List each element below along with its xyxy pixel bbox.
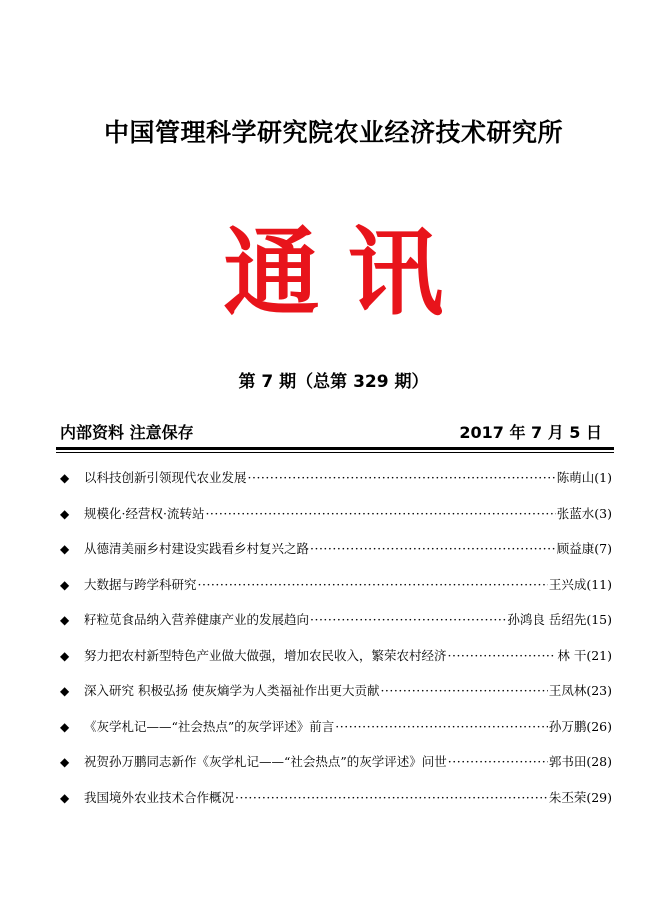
publication-date: 2017 年 7 月 5 日 [459, 423, 602, 442]
toc-author: 朱丕荣 [548, 789, 587, 805]
toc-author: 王兴成 [548, 576, 587, 592]
toc-author: 郭书田 [548, 754, 587, 769]
diamond-bullet-icon: ◆ [60, 719, 70, 734]
toc-page-number: (3) [594, 505, 612, 521]
dot-leader [448, 647, 557, 665]
toc-title: 大数据与跨学科研究 [84, 576, 197, 592]
toc-page-number: (26) [586, 718, 612, 734]
toc-title: 以科技创新引领现代农业发展 [84, 470, 247, 485]
issue-number: 第 7 期（总第 329 期） [238, 372, 429, 392]
toc-author: 王凤林 [548, 683, 587, 698]
toc-item[interactable] [60, 540, 612, 576]
dot-leader [198, 576, 548, 594]
toc-author: 林 干 [557, 647, 587, 663]
toc-item[interactable] [60, 505, 612, 541]
dot-leader [235, 789, 548, 807]
classification-label: 内部资料 注意保存 [60, 423, 194, 442]
diamond-bullet-icon: ◆ [60, 542, 70, 556]
dot-leader [448, 753, 548, 771]
toc-title: 从德清美丽乡村建设实践看乡村复兴之路 [84, 541, 310, 556]
toc-item[interactable] [60, 469, 612, 505]
toc-author: 孙鸿良 岳绍先 [507, 612, 587, 627]
toc-item[interactable] [60, 753, 612, 789]
toc-author: 陈萌山 [556, 470, 595, 485]
diamond-bullet-icon: ◆ [60, 755, 70, 769]
dot-leader [205, 505, 555, 523]
toc-item[interactable] [60, 576, 612, 612]
dot-leader [380, 682, 547, 700]
dot-leader [310, 611, 506, 629]
toc-title: 祝贺孙万鹏同志新作《灰学札记——“社会热点”的灰学评述》问世 [84, 754, 447, 769]
toc-page-number: (11) [586, 576, 612, 592]
toc-title: 规模化·经营权·流转站 [84, 505, 205, 521]
toc-title: 努力把农村新型特色产业做大做强，增加农民收入，繁荣农村经济 [84, 647, 447, 663]
divider-thick [56, 447, 614, 450]
toc-item[interactable] [60, 682, 612, 718]
toc-title: 深入研究 积极弘扬 使灰熵学为人类福祉作出更大贡献 [84, 683, 380, 698]
dot-leader [335, 718, 548, 736]
toc-item[interactable] [60, 611, 612, 647]
toc-author: 张蓝水 [556, 505, 595, 521]
diamond-bullet-icon: ◆ [60, 648, 70, 663]
toc-title: 我国境外农业技术合作概况 [84, 789, 235, 805]
masthead-title: 通讯 [223, 216, 472, 329]
toc-page-number: (15) [586, 612, 612, 627]
toc-title: 籽粒苋食品纳入营养健康产业的发展趋向 [84, 612, 310, 627]
diamond-bullet-icon: ◆ [60, 790, 70, 805]
toc-page-number: (21) [586, 647, 612, 663]
toc-item[interactable] [60, 718, 612, 754]
diamond-bullet-icon: ◆ [60, 577, 70, 592]
meta-row [60, 420, 608, 444]
diamond-bullet-icon: ◆ [60, 613, 70, 627]
toc-page-number: (28) [586, 754, 612, 769]
diamond-bullet-icon: ◆ [60, 684, 70, 698]
diamond-bullet-icon: ◆ [60, 506, 70, 521]
toc-page-number: (7) [594, 541, 612, 556]
toc-page-number: (29) [586, 789, 612, 805]
toc-page-number: (1) [594, 470, 612, 485]
divider-thin [56, 452, 614, 453]
toc-author: 孙万鹏 [548, 718, 587, 734]
dot-leader [248, 469, 556, 487]
diamond-bullet-icon: ◆ [60, 471, 70, 485]
toc-author: 顾益康 [556, 541, 595, 556]
toc-page-number: (23) [586, 683, 612, 698]
table-of-contents [60, 469, 612, 824]
institution-title: 中国管理科学研究院农业经济技术研究所 [103, 118, 563, 147]
toc-item[interactable] [60, 647, 612, 683]
toc-title: 《灰学札记——“社会热点”的灰学评述》前言 [84, 718, 335, 734]
toc-item[interactable] [60, 789, 612, 825]
dot-leader [310, 540, 556, 558]
